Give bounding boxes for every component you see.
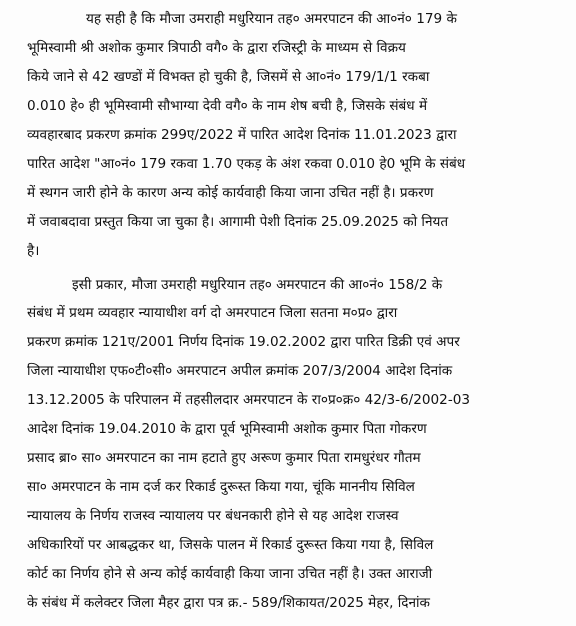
paragraph-1-line-2: भूमिस्वामी श्री अशोक कुमार त्रिपाठी वगै० के द्वारा रजिस्ट्री के माध्यम से विक्रय	[27, 40, 406, 56]
paragraph-1-line-8: में जवाबदावा प्रस्तुत किया जा चुका है। आगामी पेशी दिनांक 25.09.2025 को नियत	[27, 214, 449, 230]
paragraph-2-line-11: कोर्ट का निर्णय होने से अन्य कोई कार्यवाही किया जाना उचित नहीं है। उक्त आराजी	[27, 566, 433, 582]
paragraph-1-line-7: में स्थगन जारी होने के कारण अन्य कोई कार्यवाही किया जाना उचित नहीं है। प्रकरण	[27, 185, 434, 201]
paragraph-1-line-5: व्यवहारबाद प्रकरण क्रमांक 299ए/2022 में पारित आदेश दिनांक 11.01.2023 द्वारा	[27, 127, 457, 143]
paragraph-2-line-6: आदेश दिनांक 19.04.2010 के द्वारा पूर्व भूमिस्वामी अशोक कुमार पिता गोकरण	[27, 421, 427, 437]
paragraph-1-line-1: यह सही है कि मौजा उमराही मधुरियान तह० अमरपाटन की आ०नं० 179 के	[86, 11, 457, 27]
paragraph-2-line-2: संबंध में प्रथम व्यवहार न्यायाधीश वर्ग दो अमरपाटन जिला सतना म०प्र० द्वारा	[27, 305, 398, 321]
paragraph-2-line-9: न्यायालय के निर्णय राजस्व न्यायालय पर बंधनकारी होने से यह आदेश राजस्व	[27, 508, 399, 524]
paragraph-2-line-3: प्रकरण क्रमांक 121ए/2001 निर्णय दिनांक 19.02.2002 द्वारा पारित डिक्री एवं अपर	[27, 334, 460, 350]
paragraph-1-line-6: पारित आदेश "आ०नं० 179 रकवा 1.70 एकड़ के अंश रकवा 0.010 हे0 भूमि के संबंध	[27, 156, 466, 172]
paragraph-2-line-5: 13.12.2005 के परिपालन में तहसीलदार अमरपाटन के रा०प्र०क्र० 42/3-6/2002-03	[27, 392, 471, 408]
paragraph-2-line-8: सा० अमरपाटन के नाम दर्ज कर रिकार्ड दुरूस्त किया गया, चूंकि माननीय सिविल	[27, 479, 415, 495]
paragraph-2-line-7: प्रसाद ब्रा० सा० अमरपाटन का नाम हटाते हुए अरूण कुमार पिता रामधुरंधर गौतम	[27, 450, 421, 466]
paragraph-2-line-10: अधिकारियों पर आबद्धकर था, जिसके पालन में रिकार्ड दुरूस्त किया गया है, सिविल	[27, 537, 434, 553]
paragraph-2-line-4: जिला न्यायाधीश एफ०टी०सी० अमरपाटन अपील क्रमांक 207/3/2004 आदेश दिनांक	[27, 363, 453, 379]
paragraph-1-line-3: किये जाने से 42 खण्डों में विभक्त हो चुकी है, जिसमें से आ०नं० 179/1/1 रकबा	[27, 69, 430, 85]
paragraph-1-line-9: है।	[27, 243, 40, 259]
paragraph-2-line-1: इसी प्रकार, मौजा उमराही मधुरियान तह० अमरपाटन की आ०नं० 158/2 के	[72, 277, 443, 293]
paragraph-2-line-12: के संबंध में कलेक्टर जिला मैहर द्वारा पत्र क्र.- 589/शिकायत/2025 मेहर, दिनांक	[27, 595, 430, 611]
paragraph-1-line-4: 0.010 हे० ही भूमिस्वामी सौभाग्या देवी वगै० के नाम शेष बची है, जिसके संबंध में	[27, 98, 428, 114]
